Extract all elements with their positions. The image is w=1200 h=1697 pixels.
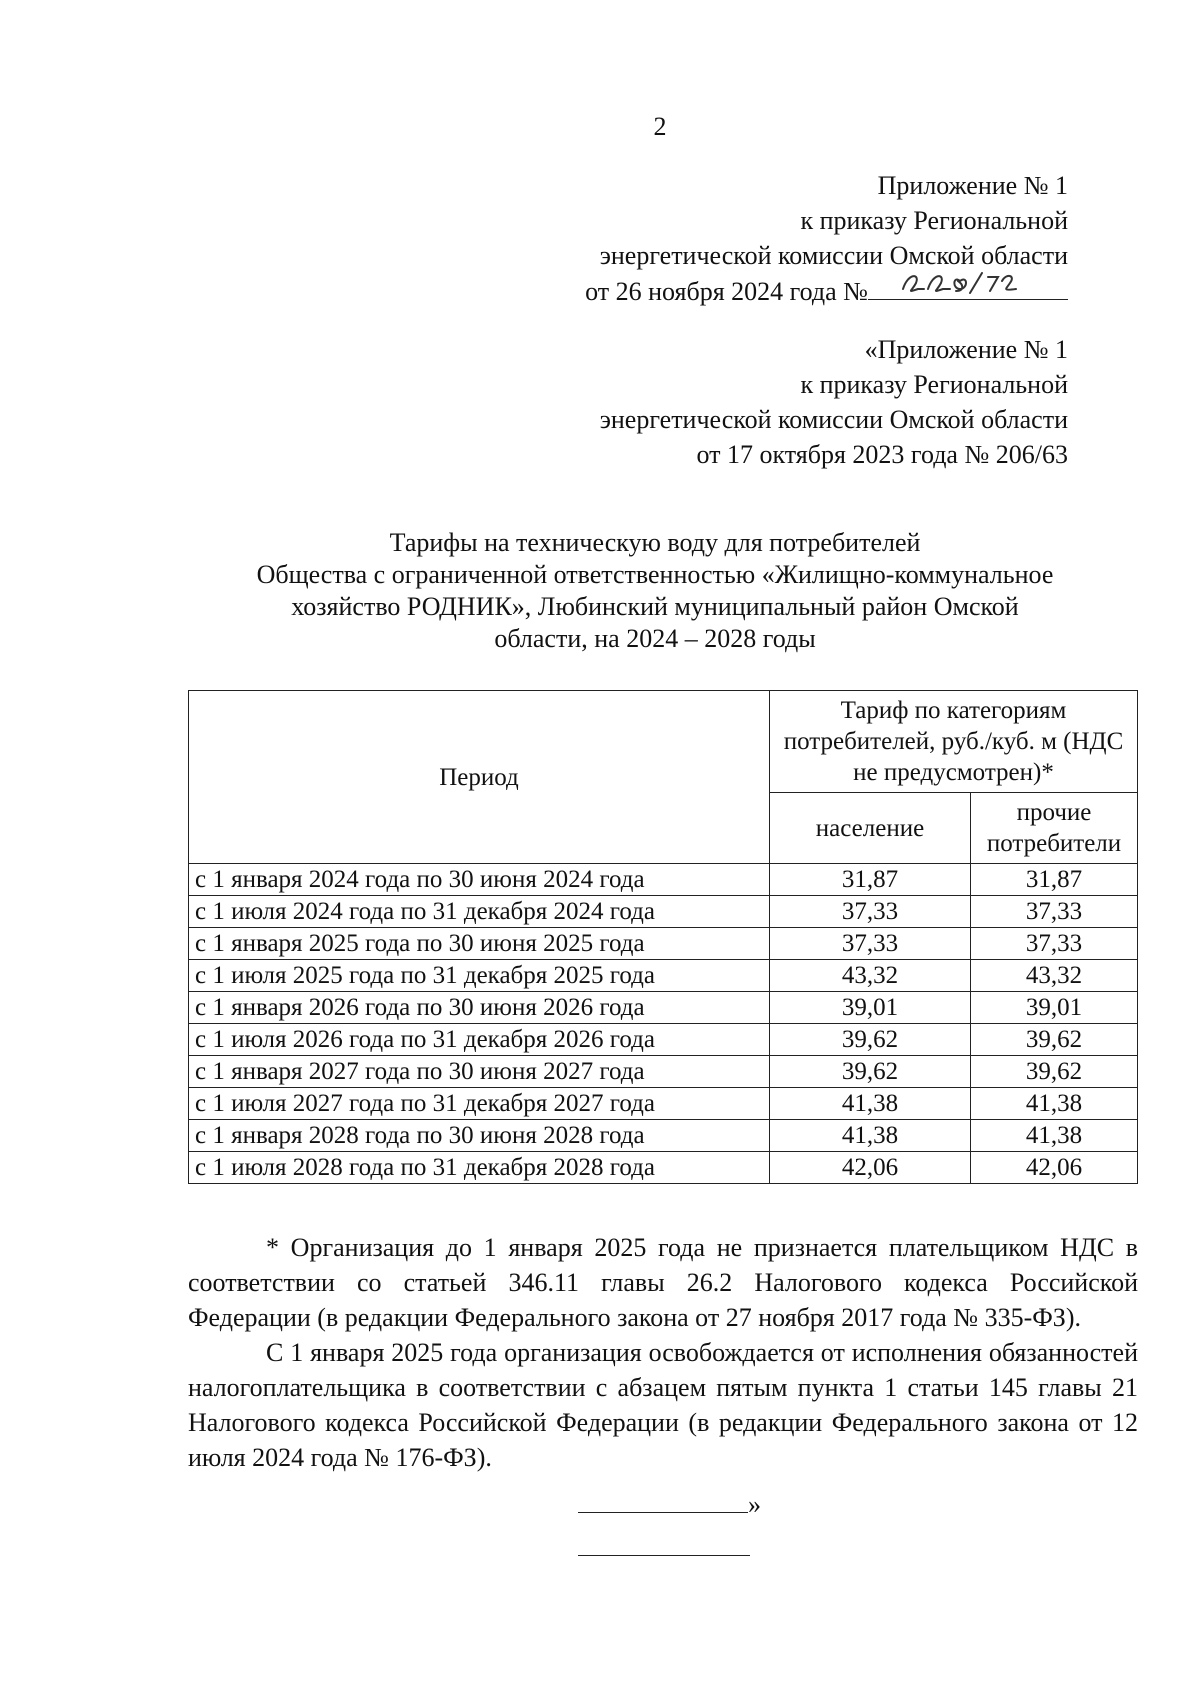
table-row [189, 1088, 1138, 1120]
other-cell: 41,38 [971, 1088, 1138, 1120]
table-row [189, 896, 1138, 928]
table-row [189, 1120, 1138, 1152]
population-cell: 39,62 [770, 1024, 971, 1056]
table-row [189, 928, 1138, 960]
appendix-line: Приложение № 1 [877, 171, 1068, 200]
title-line: области, на 2024 – 2028 годы [494, 624, 816, 653]
end-rule [578, 1555, 750, 1556]
period-cell: с 1 июля 2026 года по 31 декабря 2026 года [189, 1024, 770, 1056]
other-cell: 39,01 [971, 992, 1138, 1024]
appendix-date-prefix: от 26 ноября 2024 года № [585, 277, 868, 306]
header-population: население [770, 793, 971, 864]
closing-mark [578, 1490, 761, 1520]
header-other: прочие потребители [971, 793, 1138, 864]
period-cell: с 1 января 2027 года по 30 июня 2027 года [189, 1056, 770, 1088]
population-cell: 37,33 [770, 896, 971, 928]
period-cell: с 1 января 2025 года по 30 июня 2025 года [189, 928, 770, 960]
period-cell: с 1 июля 2028 года по 31 декабря 2028 года [189, 1152, 770, 1184]
population-cell: 39,01 [770, 992, 971, 1024]
period-cell: с 1 июля 2025 года по 31 декабря 2025 года [189, 960, 770, 992]
table-row [189, 1152, 1138, 1184]
table-row [189, 1056, 1138, 1088]
other-cell: 31,87 [971, 864, 1138, 896]
table-row [189, 1024, 1138, 1056]
population-cell: 43,32 [770, 960, 971, 992]
other-cell: 39,62 [971, 1024, 1138, 1056]
population-cell: 42,06 [770, 1152, 971, 1184]
document-title [180, 527, 1130, 655]
header-period: Период [189, 691, 770, 864]
appendix-line: к приказу Региональной [800, 206, 1068, 235]
tariffs-table [188, 690, 1138, 1184]
other-cell: 37,33 [971, 928, 1138, 960]
handwritten-order-number [898, 267, 1038, 297]
population-cell: 31,87 [770, 864, 971, 896]
table-row [189, 992, 1138, 1024]
appendix-header-current [368, 168, 1068, 309]
appendix-date-line [368, 273, 1068, 309]
population-cell: 39,62 [770, 1056, 971, 1088]
title-line: Общества с ограниченной ответственностью «Жилищно-коммунальное [256, 560, 1054, 589]
table-row [189, 864, 1138, 896]
title-line: Тарифы на техническую воду для потребителей [389, 528, 921, 557]
period-cell: с 1 июля 2027 года по 31 декабря 2027 года [189, 1088, 770, 1120]
order-number-field [868, 273, 1068, 300]
period-cell: с 1 июля 2024 года по 31 декабря 2024 года [189, 896, 770, 928]
appendix-line: энергетической комиссии Омской области [599, 241, 1068, 270]
population-cell: 41,38 [770, 1120, 971, 1152]
closing-quote: » [748, 1490, 761, 1519]
page-number: 2 [653, 112, 667, 141]
appendix-line: от 17 октября 2023 года № 206/63 [696, 440, 1068, 469]
appendix-line: «Приложение № 1 [864, 335, 1068, 364]
period-cell: с 1 января 2026 года по 30 июня 2026 года [189, 992, 770, 1024]
footnote-block [188, 1230, 1138, 1475]
population-cell: 41,38 [770, 1088, 971, 1120]
other-cell: 43,32 [971, 960, 1138, 992]
period-cell: с 1 января 2024 года по 30 июня 2024 года [189, 864, 770, 896]
other-cell: 37,33 [971, 896, 1138, 928]
appendix-line: энергетической комиссии Омской области [599, 405, 1068, 434]
population-cell: 37,33 [770, 928, 971, 960]
footnote-paragraph: С 1 января 2025 года организация освобождается от исполнения обязанностей налогоплательщика в соответствии с абзацем пятым пункта 1 статьи 145 главы 21 Налогового кодекса Российской Федерации (в редакции Федерального закона от 12 июля 2024 года № 176-ФЗ). [188, 1338, 1138, 1472]
title-line: хозяйство РОДНИК», Любинский муниципальный район Омской [291, 592, 1019, 621]
other-cell: 42,06 [971, 1152, 1138, 1184]
table-row [189, 960, 1138, 992]
header-tariff: Тариф по категориям потребителей, руб./куб. м (НДС не предусмотрен)* [770, 691, 1138, 793]
appendix-header-original [368, 332, 1068, 472]
other-cell: 39,62 [971, 1056, 1138, 1088]
period-cell: с 1 января 2028 года по 30 июня 2028 года [189, 1120, 770, 1152]
appendix-line: к приказу Региональной [800, 370, 1068, 399]
other-cell: 41,38 [971, 1120, 1138, 1152]
footnote-paragraph: * Организация до 1 января 2025 года не признается плательщиком НДС в соответствии со статьей 346.11 главы 26.2 Налогового кодекса Российской Федерации (в редакции Федерального закона от 27 ноября 2017 года № 335-ФЗ). [188, 1233, 1138, 1332]
closing-rule [578, 1492, 748, 1513]
